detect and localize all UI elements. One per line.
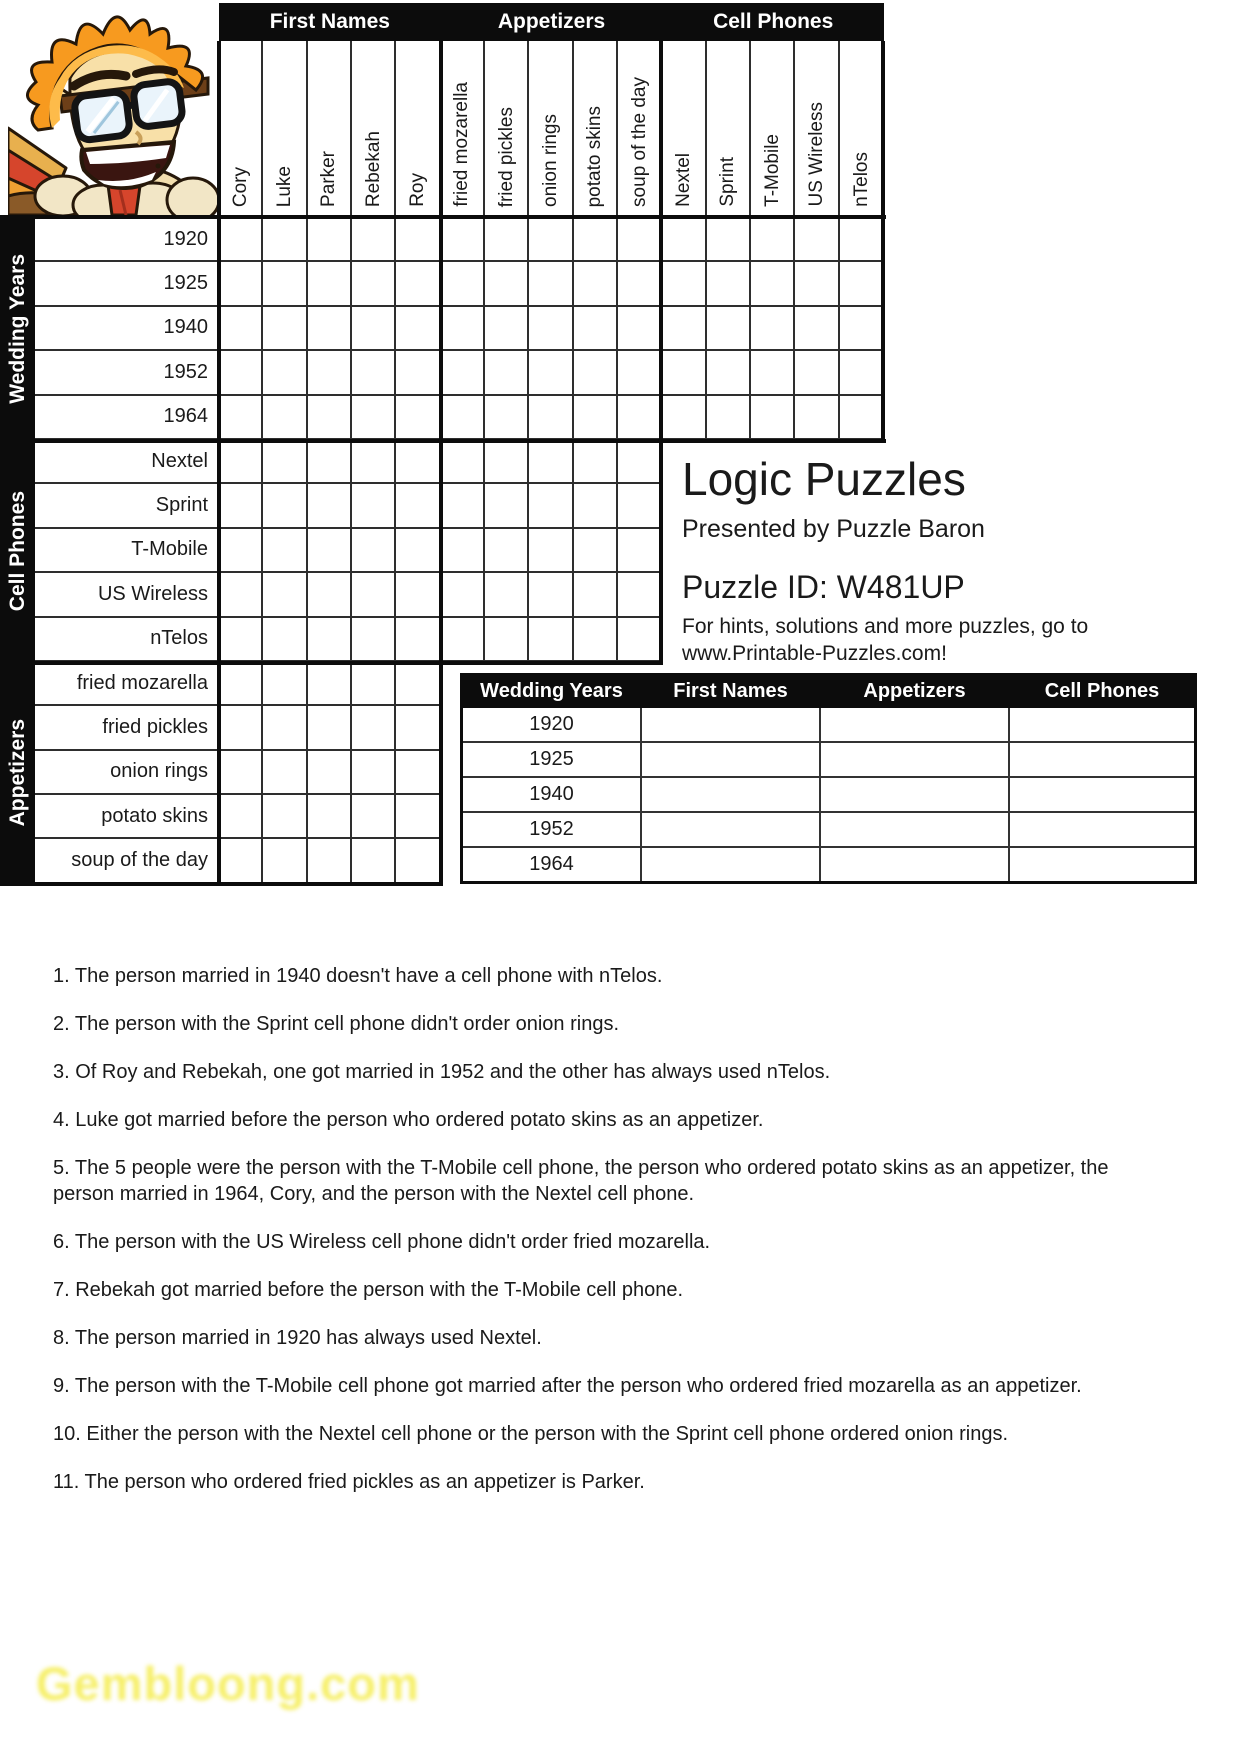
grid-cell[interactable] xyxy=(308,396,352,440)
answer-header-wedding-years: Wedding Years xyxy=(462,675,642,708)
col-label: nTelos xyxy=(851,152,873,207)
row-label: 1964 xyxy=(35,396,217,440)
row-group-label: Cell Phones xyxy=(6,490,29,612)
grid-cell[interactable] xyxy=(308,795,352,839)
grid-cell[interactable] xyxy=(662,307,706,351)
hint-url: www.Printable-Puzzles.com! xyxy=(682,642,947,665)
grid-cell[interactable] xyxy=(352,573,396,617)
col-label: soup of the day xyxy=(628,77,650,207)
grid-cell[interactable] xyxy=(529,573,573,617)
hint-text-line1: For hints, solutions and more puzzles, go to xyxy=(682,615,1089,638)
answer-cell[interactable] xyxy=(641,812,820,847)
row-labels xyxy=(35,218,217,884)
answer-header-cell-phones: Cell Phones xyxy=(1009,675,1196,708)
col-label: Roy xyxy=(406,173,428,207)
grid-cell[interactable] xyxy=(441,618,485,662)
grid-border-band2 xyxy=(35,661,663,665)
clue-8: 8. The person married in 1920 has always used Nextel. xyxy=(53,1327,542,1349)
grid-cell[interactable] xyxy=(396,662,440,706)
grid-cell[interactable] xyxy=(263,218,307,262)
answer-cell[interactable] xyxy=(1009,812,1196,847)
grid-cell[interactable] xyxy=(751,351,795,395)
grid-cell[interactable] xyxy=(618,218,662,262)
row-label: US Wireless xyxy=(35,573,217,617)
grid-cell[interactable] xyxy=(795,262,839,306)
grid-cell[interactable] xyxy=(618,440,662,484)
grid-cell[interactable] xyxy=(485,218,529,262)
grid-cell[interactable] xyxy=(396,839,440,883)
clue-6: 6. The person with the US Wireless cell phone didn't order fried mozarella. xyxy=(53,1231,711,1253)
grid-cell[interactable] xyxy=(352,218,396,262)
col-label-cell xyxy=(352,41,396,215)
grid-cell[interactable] xyxy=(219,484,263,528)
grid-cell[interactable] xyxy=(219,218,263,262)
grid-cell[interactable] xyxy=(396,529,440,573)
answer-cell[interactable] xyxy=(820,777,1009,812)
grid-cell[interactable] xyxy=(308,484,352,528)
grid-cell[interactable] xyxy=(618,307,662,351)
grid-cell[interactable] xyxy=(441,440,485,484)
grid-cell[interactable] xyxy=(574,351,618,395)
answer-year: 1964 xyxy=(462,847,642,883)
grid-cell[interactable] xyxy=(529,351,573,395)
answer-cell[interactable] xyxy=(641,847,820,883)
grid-cell[interactable] xyxy=(219,396,263,440)
clue-7: 7. Rebekah got married before the person with the T-Mobile cell phone. xyxy=(53,1279,683,1301)
answer-cell[interactable] xyxy=(820,812,1009,847)
grid-row xyxy=(219,307,884,351)
row-label: onion rings xyxy=(35,751,217,795)
grid-cell[interactable] xyxy=(352,751,396,795)
col-label: US Wireless xyxy=(805,102,827,207)
column-labels xyxy=(219,41,884,215)
grid-cell[interactable] xyxy=(441,484,485,528)
grid-cell[interactable] xyxy=(441,573,485,617)
grid-cell[interactable] xyxy=(751,396,795,440)
grid-cell[interactable] xyxy=(263,662,307,706)
grid-cell[interactable] xyxy=(308,307,352,351)
col-label: Luke xyxy=(273,165,295,207)
grid-cell[interactable] xyxy=(574,396,618,440)
grid-cell[interactable] xyxy=(574,262,618,306)
col-label-cell xyxy=(795,41,839,215)
page-subtitle: Presented by Puzzle Baron xyxy=(682,515,985,543)
grid-cell[interactable] xyxy=(396,484,440,528)
grid-border-top xyxy=(35,215,886,219)
row-label: fried pickles xyxy=(35,706,217,750)
answer-year: 1920 xyxy=(462,707,642,742)
grid-cell[interactable] xyxy=(485,529,529,573)
watermark-text: Gembloong.com xyxy=(36,1657,420,1710)
grid-cell[interactable] xyxy=(618,573,662,617)
col-label: Parker xyxy=(318,151,340,207)
row-label: soup of the day xyxy=(35,839,217,883)
clue-11: 11. The person who ordered fried pickles as an appetizer is Parker. xyxy=(53,1471,645,1493)
answer-cell[interactable] xyxy=(1009,777,1196,812)
grid-cell[interactable] xyxy=(308,618,352,662)
grid-cell[interactable] xyxy=(396,618,440,662)
grid-border-group2 xyxy=(659,41,663,665)
grid-cell[interactable] xyxy=(352,307,396,351)
grid-cell[interactable] xyxy=(263,795,307,839)
col-label: Sprint xyxy=(717,157,739,207)
answer-row xyxy=(462,707,1196,742)
grid-cell[interactable] xyxy=(441,396,485,440)
grid-border-left xyxy=(217,41,221,886)
grid-cell[interactable] xyxy=(795,351,839,395)
grid-cell[interactable] xyxy=(751,307,795,351)
answer-year: 1925 xyxy=(462,742,642,777)
row-label: 1925 xyxy=(35,262,217,306)
grid-cell[interactable] xyxy=(263,440,307,484)
grid-cell[interactable] xyxy=(707,218,751,262)
col-label: fried mozarella xyxy=(451,82,473,207)
grid-cell[interactable] xyxy=(840,351,884,395)
column-group-header-bar xyxy=(219,3,884,41)
grid-cell[interactable] xyxy=(352,839,396,883)
col-label: Cory xyxy=(229,166,251,207)
clue-9: 9. The person with the T-Mobile cell phone got married after the person who ordered fried mozarella as an appetizer. xyxy=(53,1375,1082,1397)
answer-year: 1952 xyxy=(462,812,642,847)
col-label: Rebekah xyxy=(362,130,384,207)
row-label: 1952 xyxy=(35,351,217,395)
clue-5: 5. The 5 people were the person with the T-Mobile cell phone, the person who ordered potato skins as an appetizer, the person married in 1964, Cory, and the person with the Nextel cell phone. xyxy=(53,1157,1109,1205)
grid-cell[interactable] xyxy=(485,262,529,306)
grid-cell[interactable] xyxy=(263,751,307,795)
grid-cell[interactable] xyxy=(219,307,263,351)
grid-cell[interactable] xyxy=(795,218,839,262)
grid-cell[interactable] xyxy=(263,573,307,617)
grid-cell[interactable] xyxy=(707,262,751,306)
answer-cell[interactable] xyxy=(641,777,820,812)
grid-cell[interactable] xyxy=(441,529,485,573)
grid-cell[interactable] xyxy=(263,529,307,573)
col-label-cell xyxy=(441,41,485,215)
grid-cell[interactable] xyxy=(485,396,529,440)
grid-cell[interactable] xyxy=(308,751,352,795)
row-group-cell-phones xyxy=(0,440,35,662)
grid-cell[interactable] xyxy=(529,484,573,528)
grid-cell[interactable] xyxy=(485,484,529,528)
col-group-cell-phones: Cell Phones xyxy=(713,10,834,33)
grid-cell[interactable] xyxy=(485,351,529,395)
grid-cell[interactable] xyxy=(352,262,396,306)
answer-cell[interactable] xyxy=(820,742,1009,777)
grid-cell[interactable] xyxy=(219,618,263,662)
grid-cell[interactable] xyxy=(219,751,263,795)
col-label-cell xyxy=(707,41,751,215)
grid-cell[interactable] xyxy=(707,307,751,351)
grid-cell[interactable] xyxy=(396,262,440,306)
col-label-cell xyxy=(396,41,440,215)
grid-border-bottom xyxy=(35,882,443,886)
grid-row xyxy=(219,218,884,262)
grid-cell[interactable] xyxy=(441,218,485,262)
answer-row xyxy=(462,777,1196,812)
row-group-appetizers xyxy=(0,662,35,884)
grid-cell[interactable] xyxy=(396,440,440,484)
grid-cell[interactable] xyxy=(352,396,396,440)
clue-1: 1. The person married in 1940 doesn't have a cell phone with nTelos. xyxy=(53,965,663,987)
grid-cell[interactable] xyxy=(263,839,307,883)
col-group-first-names: First Names xyxy=(269,10,390,33)
answer-row xyxy=(462,742,1196,777)
col-label-cell xyxy=(662,41,706,215)
grid-cell[interactable] xyxy=(308,662,352,706)
answer-header-row xyxy=(462,675,1196,708)
answer-table xyxy=(460,673,1197,884)
grid-cell[interactable] xyxy=(574,618,618,662)
clue-list xyxy=(53,963,1143,1517)
grid-cell[interactable] xyxy=(263,396,307,440)
grid-border-band1 xyxy=(35,439,886,443)
col-label: onion rings xyxy=(539,114,561,207)
grid-cell[interactable] xyxy=(618,618,662,662)
grid-cell[interactable] xyxy=(840,218,884,262)
mascot-aviator-illustration xyxy=(8,0,217,215)
grid-cell[interactable] xyxy=(352,529,396,573)
grid-cell[interactable] xyxy=(485,573,529,617)
row-group-sidebar xyxy=(0,215,35,886)
grid-cell[interactable] xyxy=(441,351,485,395)
col-label-cell xyxy=(840,41,884,215)
grid-cell[interactable] xyxy=(662,396,706,440)
answer-cell[interactable] xyxy=(641,707,820,742)
col-label: Nextel xyxy=(672,153,694,207)
grid-cell[interactable] xyxy=(707,396,751,440)
grid-cell[interactable] xyxy=(219,795,263,839)
grid-cell[interactable] xyxy=(574,573,618,617)
grid-row xyxy=(219,351,884,395)
grid-cell[interactable] xyxy=(352,440,396,484)
clue-2: 2. The person with the Sprint cell phone didn't order onion rings. xyxy=(53,1013,620,1035)
col-label-cell xyxy=(219,41,263,215)
grid-cell[interactable] xyxy=(574,529,618,573)
answer-cell[interactable] xyxy=(641,742,820,777)
grid-cell[interactable] xyxy=(396,307,440,351)
grid-cell[interactable] xyxy=(308,839,352,883)
grid-cell[interactable] xyxy=(396,751,440,795)
row-group-wedding-years xyxy=(0,218,35,440)
row-group-label: Wedding Years xyxy=(6,254,29,404)
grid-cell[interactable] xyxy=(263,262,307,306)
branding-block xyxy=(682,452,1202,667)
grid-cell[interactable] xyxy=(662,351,706,395)
clue-3: 3. Of Roy and Rebekah, one got married in 1952 and the other has always used nTelos. xyxy=(53,1061,831,1083)
grid-cell[interactable] xyxy=(396,706,440,750)
col-label-cell xyxy=(308,41,352,215)
grid-cell[interactable] xyxy=(840,396,884,440)
grid-cell[interactable] xyxy=(308,218,352,262)
grid-cell[interactable] xyxy=(219,262,263,306)
grid-cell[interactable] xyxy=(707,351,751,395)
grid-cell[interactable] xyxy=(219,662,263,706)
grid-cell[interactable] xyxy=(485,618,529,662)
grid-cell[interactable] xyxy=(219,351,263,395)
grid-cell[interactable] xyxy=(751,218,795,262)
grid-border-group1 xyxy=(439,41,443,886)
grid-cell[interactable] xyxy=(308,529,352,573)
col-label-cell xyxy=(574,41,618,215)
grid-cell[interactable] xyxy=(574,440,618,484)
grid-cell[interactable] xyxy=(219,529,263,573)
grid-cell[interactable] xyxy=(795,307,839,351)
col-label-cell xyxy=(751,41,795,215)
grid-cell[interactable] xyxy=(352,795,396,839)
row-label: Sprint xyxy=(35,484,217,528)
grid-cell[interactable] xyxy=(529,618,573,662)
grid-cell[interactable] xyxy=(308,440,352,484)
grid-cell[interactable] xyxy=(396,573,440,617)
col-label: T-Mobile xyxy=(761,134,783,207)
grid-cell[interactable] xyxy=(263,484,307,528)
answer-cell[interactable] xyxy=(820,707,1009,742)
grid-border-right xyxy=(881,41,885,443)
answer-year: 1940 xyxy=(462,777,642,812)
col-label-cell xyxy=(485,41,529,215)
answer-cell[interactable] xyxy=(1009,742,1196,777)
grid-cell[interactable] xyxy=(263,706,307,750)
row-label: T-Mobile xyxy=(35,529,217,573)
grid-cell[interactable] xyxy=(574,307,618,351)
grid-cell[interactable] xyxy=(441,262,485,306)
grid-cell[interactable] xyxy=(308,573,352,617)
col-label: fried pickles xyxy=(495,106,517,207)
grid-cell[interactable] xyxy=(574,484,618,528)
col-label-cell xyxy=(618,41,662,215)
grid-cell[interactable] xyxy=(396,795,440,839)
grid-cell[interactable] xyxy=(219,706,263,750)
grid-cell[interactable] xyxy=(840,307,884,351)
col-label: potato skins xyxy=(584,105,606,207)
grid-row xyxy=(219,396,884,440)
grid-cell[interactable] xyxy=(263,618,307,662)
grid-cell[interactable] xyxy=(840,262,884,306)
grid-cell[interactable] xyxy=(352,618,396,662)
row-label: potato skins xyxy=(35,795,217,839)
col-group-appetizers: Appetizers xyxy=(497,10,606,33)
grid-cell[interactable] xyxy=(308,706,352,750)
grid-cell[interactable] xyxy=(485,440,529,484)
grid-cell[interactable] xyxy=(529,307,573,351)
clue-10: 10. Either the person with the Nextel cell phone or the person with the Sprint cell phone ordered onion rings. xyxy=(53,1423,1009,1445)
page-title: Logic Puzzles xyxy=(682,453,966,505)
grid-cell[interactable] xyxy=(618,484,662,528)
grid-cell[interactable] xyxy=(529,529,573,573)
grid-cell[interactable] xyxy=(529,396,573,440)
puzzle-id: Puzzle ID: W481UP xyxy=(682,569,965,605)
grid-cell[interactable] xyxy=(485,307,529,351)
grid-cell[interactable] xyxy=(618,396,662,440)
answer-table-wrap xyxy=(460,673,1197,884)
grid-cell[interactable] xyxy=(618,529,662,573)
answer-header-first-names: First Names xyxy=(641,675,820,708)
grid-cell[interactable] xyxy=(219,573,263,617)
row-label: nTelos xyxy=(35,618,217,662)
grid-cell[interactable] xyxy=(263,351,307,395)
grid-cell[interactable] xyxy=(352,351,396,395)
grid-cell[interactable] xyxy=(219,839,263,883)
row-label: Nextel xyxy=(35,440,217,484)
grid-cell[interactable] xyxy=(352,662,396,706)
row-label: 1940 xyxy=(35,307,217,351)
col-label-cell xyxy=(263,41,307,215)
grid-cell[interactable] xyxy=(308,351,352,395)
grid-cell[interactable] xyxy=(396,218,440,262)
col-label-cell xyxy=(529,41,573,215)
row-label: 1920 xyxy=(35,218,217,262)
grid-cell[interactable] xyxy=(441,307,485,351)
grid-row xyxy=(219,262,884,306)
grid-cell[interactable] xyxy=(308,262,352,306)
answer-row xyxy=(462,847,1196,883)
grid-cell[interactable] xyxy=(618,351,662,395)
grid-cell[interactable] xyxy=(662,218,706,262)
grid-cell[interactable] xyxy=(263,307,307,351)
answer-header-appetizers: Appetizers xyxy=(820,675,1009,708)
grid-cell[interactable] xyxy=(396,351,440,395)
grid-cell[interactable] xyxy=(795,396,839,440)
answer-cell[interactable] xyxy=(820,847,1009,883)
row-label: fried mozarella xyxy=(35,662,217,706)
grid-cell[interactable] xyxy=(529,440,573,484)
grid-cell[interactable] xyxy=(751,262,795,306)
grid-cell[interactable] xyxy=(396,396,440,440)
answer-cell[interactable] xyxy=(1009,707,1196,742)
grid-cell[interactable] xyxy=(662,262,706,306)
grid-cell[interactable] xyxy=(574,218,618,262)
answer-cell[interactable] xyxy=(1009,847,1196,883)
mascot-aviator-icon xyxy=(8,0,217,215)
grid-cell[interactable] xyxy=(529,218,573,262)
clue-4: 4. Luke got married before the person who ordered potato skins as an appetizer. xyxy=(53,1109,764,1131)
grid-cell[interactable] xyxy=(352,484,396,528)
answer-row xyxy=(462,812,1196,847)
grid-cell[interactable] xyxy=(219,440,263,484)
grid-cell[interactable] xyxy=(352,706,396,750)
grid-cell[interactable] xyxy=(529,262,573,306)
grid-cell[interactable] xyxy=(618,262,662,306)
row-group-label: Appetizers xyxy=(6,719,29,827)
